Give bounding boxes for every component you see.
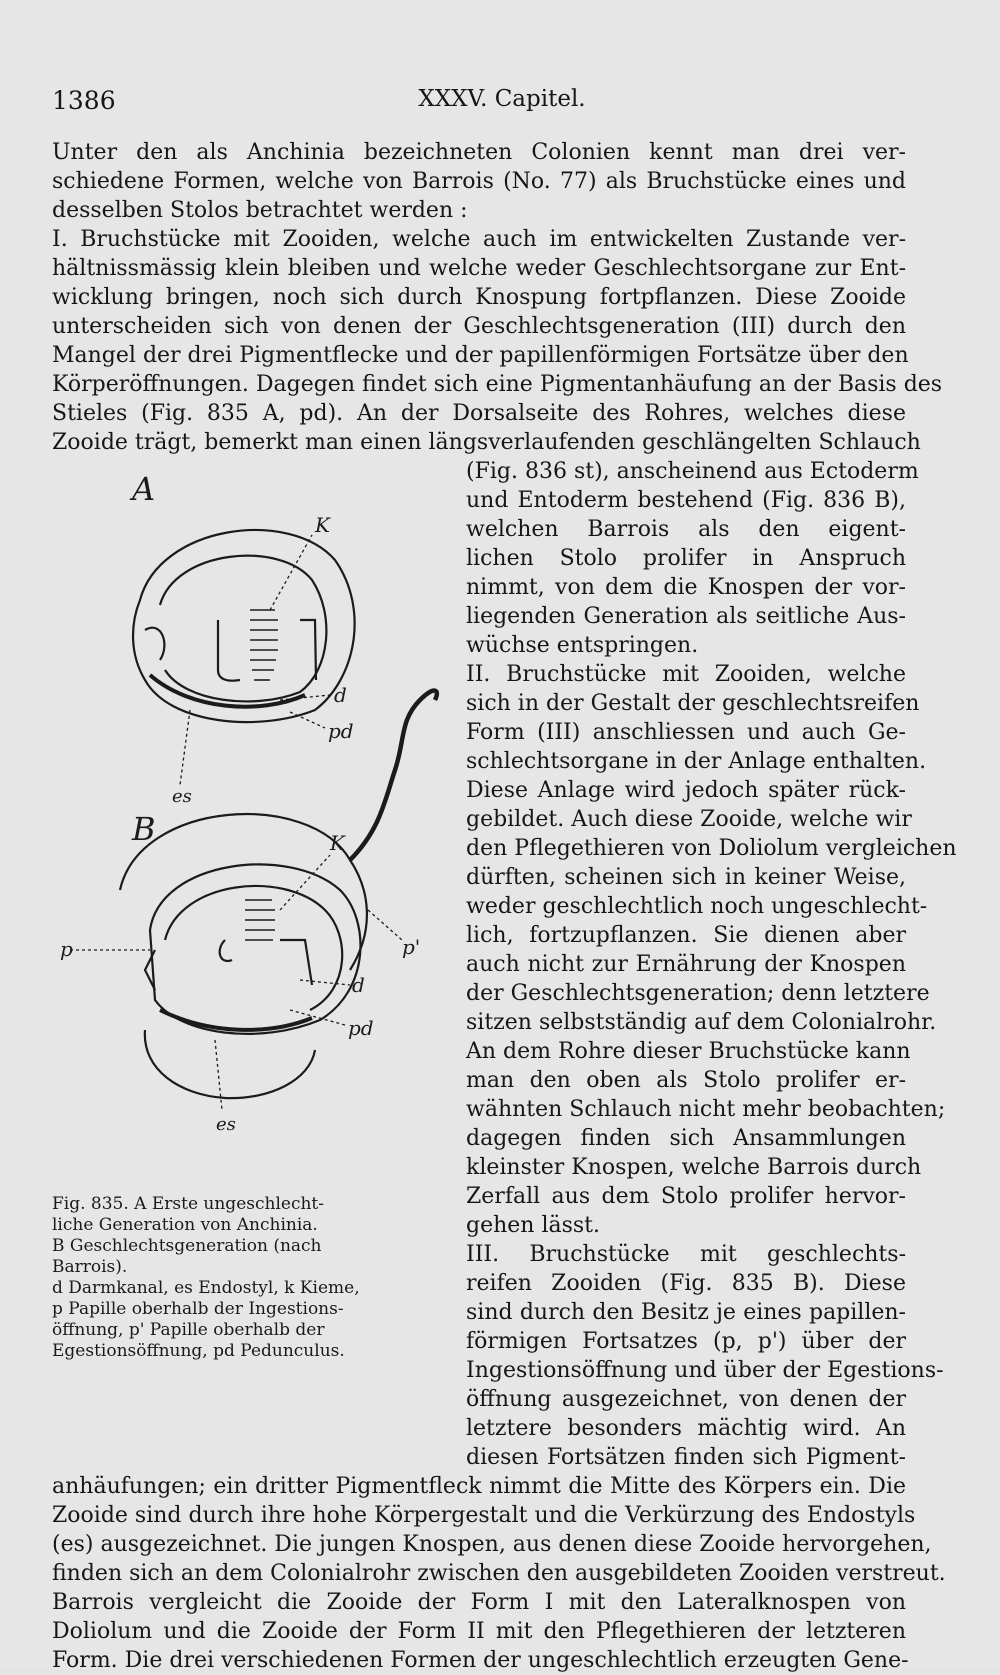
text-line: welchen Barrois als den eigent- <box>466 517 906 542</box>
caption-line: Barrois). <box>52 1257 128 1277</box>
text-line: Ingestionsöffnung und über der Egestions- <box>466 1358 944 1383</box>
caption-line: B Geschlechtsgeneration (nach <box>52 1236 322 1256</box>
text-line: (es) ausgezeichnet. Die jungen Knospen, aus denen diese Zooide hervorgehen, <box>52 1532 932 1557</box>
text-line: finden sich an dem Colonialrohr zwischen den ausgebildeten Zooiden verstreut. <box>52 1561 946 1586</box>
text-line: unterscheiden sich von denen der Geschlechtsgeneration (III) durch den <box>52 314 906 339</box>
caption-line: Fig. 835. A Erste ungeschlecht- <box>52 1194 324 1214</box>
text-line: reifen Zooiden (Fig. 835 B). Diese <box>466 1271 906 1296</box>
caption-line: liche Generation von Anchinia. <box>52 1215 318 1235</box>
text-line: diesen Fortsätzen finden sich Pigment- <box>466 1445 906 1470</box>
label-pd-b: pd <box>348 1016 374 1040</box>
text-line: hältnissmässig klein bleiben und welche weder Geschlechtsorgane zur Ent- <box>52 256 906 281</box>
running-title: XXXV. Capitel. <box>418 86 586 112</box>
text-line: anhäufungen; ein dritter Pigmentfleck nimmt die Mitte des Körpers ein. Die <box>52 1474 906 1499</box>
text-line: kleinster Knospen, welche Barrois durch <box>466 1155 922 1180</box>
label-p-b: p <box>60 937 73 961</box>
text-line: der Geschlechtsgeneration; denn letztere <box>466 981 930 1006</box>
label-es-b: es <box>216 1114 236 1135</box>
text-line: Form (III) anschliessen und auch Ge- <box>466 720 906 745</box>
text-line: Mangel der drei Pigmentflecke und der papillenförmigen Fortsätze über den <box>52 343 909 368</box>
text-line: man den oben als Stolo prolifer er- <box>466 1068 906 1093</box>
text-line: förmigen Fortsatzes (p, p') über der <box>466 1329 906 1354</box>
caption-line: p Papille oberhalb der Ingestions- <box>52 1299 344 1319</box>
label-k-a: K <box>315 513 330 537</box>
label-d-b: d <box>352 973 365 997</box>
label-A: A <box>132 470 156 508</box>
text-line: sitzen selbstständig auf dem Colonialrohr. <box>466 1010 937 1035</box>
text-line: letztere besonders mächtig wird. An <box>466 1416 906 1441</box>
page-number: 1386 <box>52 86 116 115</box>
label-B: B <box>132 810 156 848</box>
text-line: III. Bruchstücke mit geschlechts- <box>466 1242 906 1267</box>
text-line: sich in der Gestalt der geschlechtsreifen <box>466 691 920 716</box>
label-d-a: d <box>334 683 347 707</box>
text-line: dürften, scheinen sich in keiner Weise, <box>466 865 906 890</box>
text-line: schiedene Formen, welche von Barrois (No. 77) als Bruchstücke eines und <box>52 169 906 194</box>
text-line: Diese Anlage wird jedoch später rück- <box>466 778 906 803</box>
text-line: weder geschlechtlich noch ungeschlecht- <box>466 894 928 919</box>
text-line: An dem Rohre dieser Bruchstücke kann <box>466 1039 911 1064</box>
label-p-prime-b: p' <box>402 935 421 959</box>
text-line: nimmt, von dem die Knospen der vor- <box>466 575 906 600</box>
text-line: schlechtsorgane in der Anlage enthalten. <box>466 749 927 774</box>
text-line: Unter den als Anchinia bezeichneten Colonien kennt man drei ver- <box>52 140 906 165</box>
text-line: desselben Stolos betrachtet werden : <box>52 198 468 223</box>
text-line: Zooide trägt, bemerkt man einen längsverlaufenden geschlängelten Schlauch <box>52 430 921 455</box>
text-line: den Pflegethieren von Doliolum vergleichen <box>466 836 957 861</box>
text-line: Zerfall aus dem Stolo prolifer hervor- <box>466 1184 906 1209</box>
caption-line: öffnung, p' Papille oberhalb der <box>52 1320 325 1340</box>
label-k-b: K <box>330 831 345 855</box>
text-line: Zooide sind durch ihre hohe Körpergestalt und die Verkürzung des Endostyls <box>52 1503 916 1528</box>
text-line: liegenden Generation als seitliche Aus- <box>466 604 906 629</box>
text-line: auch nicht zur Ernährung der Knospen <box>466 952 906 977</box>
text-line: wüchse entspringen. <box>466 633 699 658</box>
text-line: gebildet. Auch diese Zooide, welche wir <box>466 807 912 832</box>
text-line: öffnung ausgezeichnet, von denen der <box>466 1387 906 1412</box>
text-line: Barrois vergleicht die Zooide der Form I mit den Lateralknospen von <box>52 1590 906 1615</box>
label-pd-a: pd <box>328 719 354 743</box>
text-line: lich, fortzupflanzen. Sie dienen aber <box>466 923 906 948</box>
text-line: Körperöffnungen. Dagegen findet sich eine Pigmentanhäufung an der Basis des <box>52 372 943 397</box>
text-line: und Entoderm bestehend (Fig. 836 B), <box>466 488 906 513</box>
text-line: wicklung bringen, noch sich durch Knospung fortpflanzen. Diese Zooide <box>52 285 906 310</box>
text-line: gehen lässt. <box>466 1213 601 1238</box>
caption-line: Egestionsöffnung, pd Pedunculus. <box>52 1341 345 1361</box>
text-line: lichen Stolo prolifer in Anspruch <box>466 546 906 571</box>
text-line: wähnten Schlauch nicht mehr beobachten; <box>466 1097 946 1122</box>
label-es-a: es <box>172 786 192 807</box>
text-line: I. Bruchstücke mit Zooiden, welche auch im entwickelten Zustande ver- <box>52 227 906 252</box>
text-line: Doliolum und die Zooide der Form II mit den Pflegethieren der letzteren <box>52 1619 906 1644</box>
figure-835 <box>50 470 450 1190</box>
text-line: dagegen finden sich Ansammlungen <box>466 1126 906 1151</box>
text-line: sind durch den Besitz je eines papillen- <box>466 1300 906 1325</box>
text-line: II. Bruchstücke mit Zooiden, welche <box>466 662 906 687</box>
text-line: (Fig. 836 st), anscheinend aus Ectoderm <box>466 459 919 484</box>
caption-line: d Darmkanal, es Endostyl, k Kieme, <box>52 1278 360 1298</box>
text-line: Form. Die drei verschiedenen Formen der ungeschlechtlich erzeugten Gene- <box>52 1648 909 1673</box>
text-line: Stieles (Fig. 835 A, pd). An der Dorsalseite des Rohres, welches diese <box>52 401 906 426</box>
figure-caption <box>52 1194 432 1362</box>
